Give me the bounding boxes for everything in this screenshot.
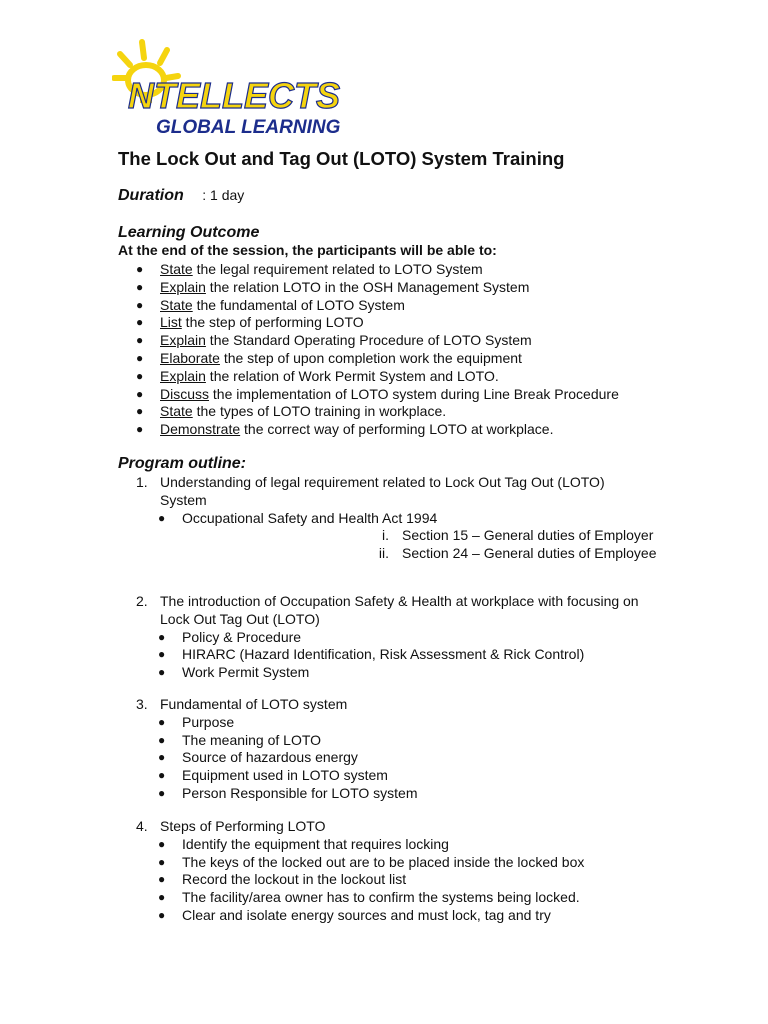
list-item: ● Identify the equipment that requires locking — [158, 835, 449, 852]
section-heading-line1: Fundamental of LOTO system — [160, 696, 348, 712]
learning-outcome-list — [136, 261, 619, 439]
list-item: ● Person Responsible for LOTO system — [158, 784, 418, 801]
list-item: ● Elaborate the step of upon completion work the equipment — [136, 349, 522, 366]
section-number: 1. — [136, 474, 148, 490]
list-item: ● Record the lockout in the lockout list — [158, 871, 407, 888]
list-item: ● The facility/area owner has to confirm the systems being locked. — [158, 889, 580, 906]
list-item: ● State the legal requirement related to LOTO System — [136, 261, 483, 277]
section-sublist — [136, 527, 666, 563]
section-bullets — [158, 509, 666, 528]
list-item: ● Occupational Safety and Health Act 1994 — [158, 509, 438, 526]
section-number: 2. — [136, 593, 148, 609]
list-item: ● Explain the Standard Operating Procedure of LOTO System — [136, 332, 532, 349]
outline-section-2 — [136, 593, 666, 682]
list-item: ● Explain the relation LOTO in the OSH Management System — [136, 278, 530, 295]
list-item: ● Equipment used in LOTO system — [158, 767, 388, 784]
section-heading-line2: System — [160, 491, 207, 508]
list-item: ● Discuss the implementation of LOTO system during Line Break Procedure — [136, 385, 619, 402]
list-item: ● State the types of LOTO training in workplace. — [136, 403, 447, 420]
list-item: ● State the fundamental of LOTO System — [136, 296, 405, 313]
section-bullets — [158, 835, 666, 925]
learning-outcome-intro: At the end of the session, the participants will be able to: — [118, 242, 497, 258]
outline-section-4 — [136, 818, 666, 925]
section-bullets — [158, 628, 666, 682]
section-heading-line1: The introduction of Occupation Safety & Health at workplace with focusing on — [160, 593, 639, 609]
list-item: ● Explain the relation of Work Permit System and LOTO. — [136, 367, 499, 384]
outline-section-1 — [136, 474, 666, 563]
outline-section-3 — [136, 696, 666, 803]
section-number: 4. — [136, 818, 148, 834]
section-heading-line1: Understanding of legal requirement related to Lock Out Tag Out (LOTO) — [160, 474, 605, 490]
section-bullets — [158, 713, 666, 803]
list-item: ● Source of hazardous energy — [158, 749, 358, 766]
list-item: ● Purpose — [158, 713, 235, 730]
lightbulb-sun-icon — [112, 38, 402, 140]
duration-value: : 1 day — [202, 187, 245, 203]
program-outline-heading: Program outline: — [118, 455, 247, 472]
list-item: ● The keys of the locked out are to be placed inside the locked box — [158, 853, 585, 870]
document-title: The Lock Out and Tag Out (LOTO) System Training — [118, 148, 565, 169]
duration-label: Duration — [118, 187, 184, 204]
sublist-item: i. Section 15 – General duties of Employer — [382, 527, 654, 544]
logo-tagline-text: GLOBAL LEARNING — [156, 117, 341, 138]
list-item: ● HIRARC (Hazard Identification, Risk Assessment & Rick Control) — [158, 646, 585, 663]
sublist-item: ii. Section 24 – General duties of Employee — [378, 545, 657, 562]
list-item: ● Work Permit System — [158, 664, 310, 681]
list-item: ● Demonstrate the correct way of performing LOTO at workplace. — [136, 421, 554, 438]
duration-row — [118, 187, 244, 205]
list-item: ● List the step of performing LOTO — [136, 314, 364, 331]
list-item: ● Policy & Procedure — [158, 628, 302, 645]
section-heading-line1: Steps of Performing LOTO — [160, 818, 326, 834]
intellects-logo — [112, 38, 402, 140]
list-item: ● The meaning of LOTO — [158, 731, 322, 748]
logo-brand-text: NTELLECTS — [128, 75, 340, 116]
list-item: ● Clear and isolate energy sources and must lock, tag and try — [158, 906, 551, 923]
learning-outcome-heading: Learning Outcome — [118, 224, 260, 241]
section-number: 3. — [136, 696, 148, 712]
section-heading-line2: Lock Out Tag Out (LOTO) — [160, 610, 320, 627]
